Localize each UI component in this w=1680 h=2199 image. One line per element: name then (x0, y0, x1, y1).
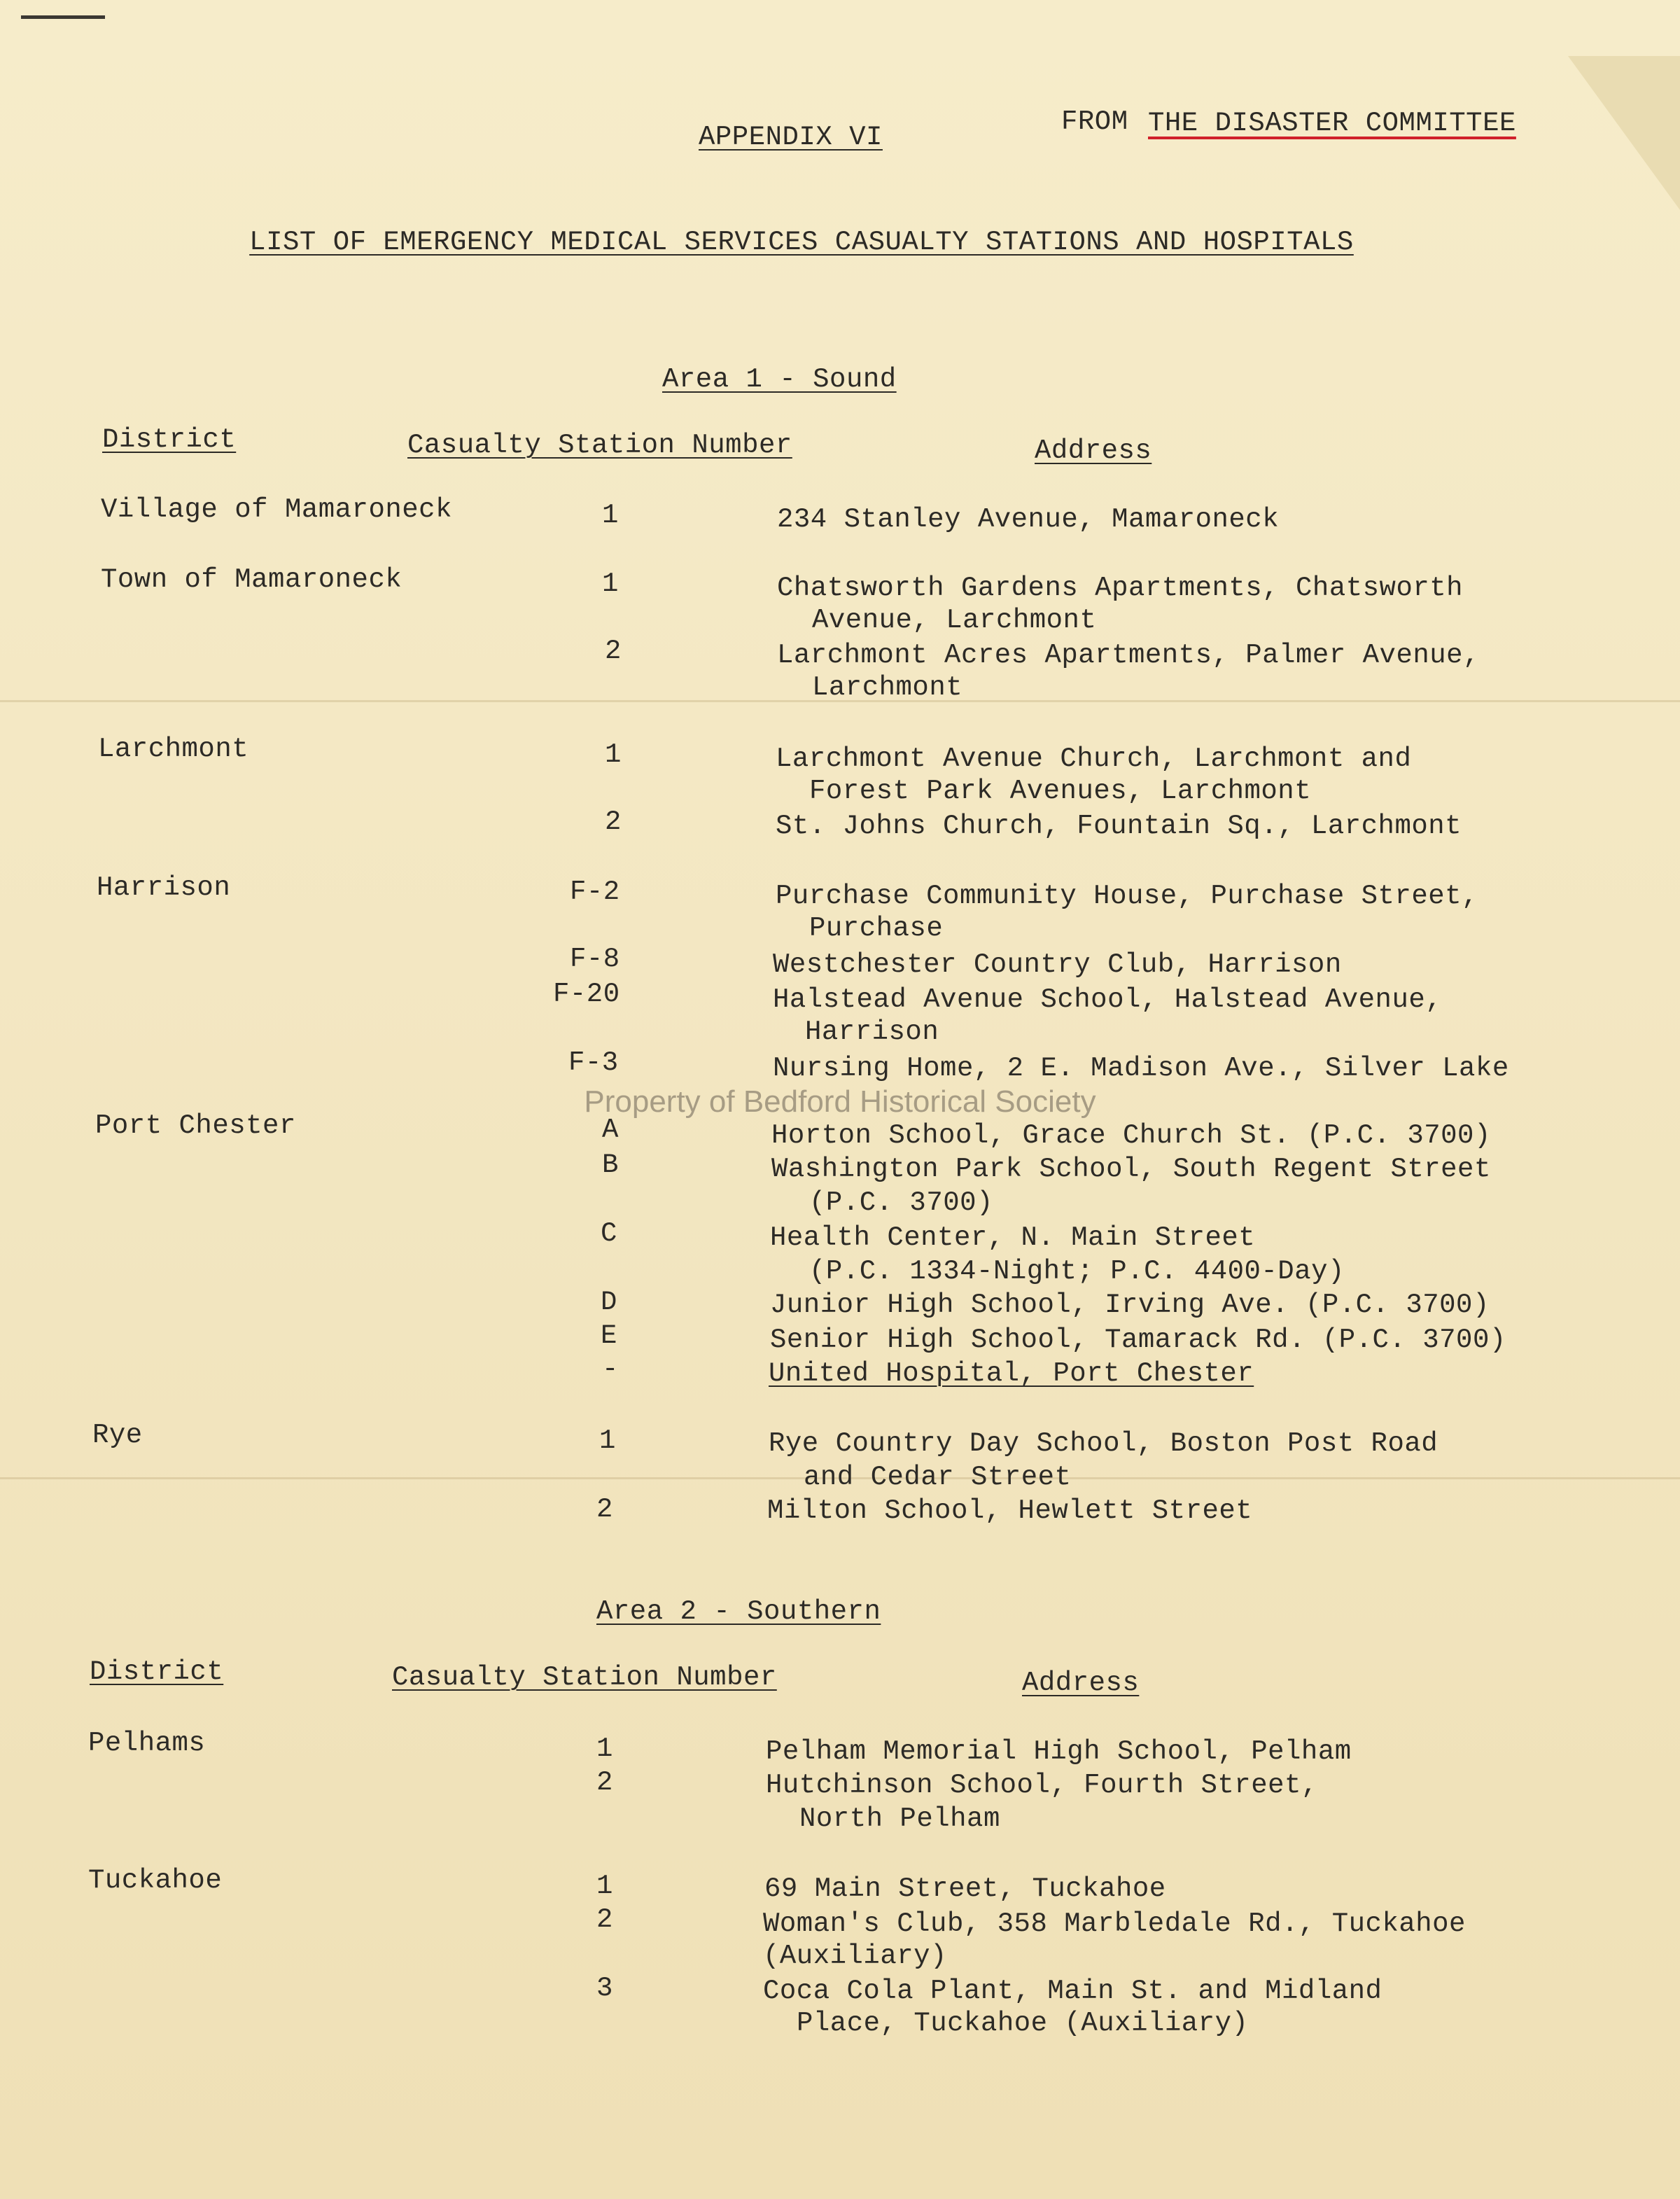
station-address: Woman's Club, 358 Marbledale Rd., Tuckahoe (763, 1908, 1466, 1939)
station-address-cont: (Auxiliary) (763, 1941, 947, 1971)
station-address: Larchmont Acres Apartments, Palmer Avenue, (777, 640, 1480, 671)
station-address: Nursing Home, 2 E. Madison Ave., Silver Lake (773, 1053, 1509, 1084)
station-address: Washington Park School, South Regent Street (771, 1154, 1491, 1185)
from-label: FROM (1061, 106, 1128, 137)
district-label: Village of Mamaroneck (101, 494, 452, 525)
station-number: 1 (596, 1733, 613, 1764)
station-number: 1 (602, 500, 619, 531)
station-number: 2 (596, 1767, 613, 1798)
station-address: St. Johns Church, Fountain Sq., Larchmont (776, 811, 1462, 842)
station-address: Health Center, N. Main Street (770, 1222, 1256, 1253)
folded-corner (1568, 56, 1680, 210)
station-address-cont: Harrison (805, 1017, 939, 1047)
station-number: 2 (596, 1494, 613, 1525)
station-address: 234 Stanley Avenue, Mamaroneck (777, 504, 1280, 535)
station-number: F-3 (568, 1047, 619, 1078)
station-number: D (601, 1287, 617, 1318)
area2-title: Area 2 - Southern (596, 1596, 881, 1627)
station-address-cont: Purchase (809, 913, 944, 944)
station-address: Hutchinson School, Fourth Street, (766, 1770, 1318, 1801)
station-number: 1 (602, 568, 619, 599)
station-address: Rye Country Day School, Boston Post Road (769, 1428, 1438, 1459)
station-number: 2 (596, 1904, 613, 1935)
station-address-cont: Larchmont (812, 672, 963, 703)
area1-col-address: Address (1035, 435, 1152, 466)
station-address: Halstead Avenue School, Halstead Avenue, (773, 984, 1443, 1015)
station-address: Chatsworth Gardens Apartments, Chatsworth (777, 573, 1464, 603)
district-label: Harrison (97, 872, 231, 903)
station-address: Milton School, Hewlett Street (767, 1495, 1253, 1526)
district-label: Rye (92, 1420, 143, 1451)
committee-label: THE DISASTER COMMITTEE (1148, 108, 1516, 139)
station-number: A (602, 1115, 619, 1145)
station-number: 1 (599, 1425, 616, 1456)
station-address-cont: (P.C. 3700) (809, 1187, 993, 1218)
station-address-cont: and Cedar Street (804, 1462, 1072, 1493)
station-number: 1 (605, 739, 622, 770)
station-address: Horton School, Grace Church St. (P.C. 3700) (771, 1120, 1491, 1151)
station-address: Junior High School, Irving Ave. (P.C. 3700) (770, 1290, 1490, 1320)
station-address: Senior High School, Tamarack Rd. (P.C. 3700) (770, 1325, 1506, 1355)
document-title: LIST OF EMERGENCY MEDICAL SERVICES CASUALTY STATIONS AND HOSPITALS (249, 227, 1354, 258)
area2-col-address: Address (1022, 1668, 1140, 1698)
area1-title: Area 1 - Sound (662, 364, 897, 395)
district-label: Town of Mamaroneck (101, 564, 402, 595)
appendix-label: APPENDIX VI (699, 122, 883, 153)
area1-col-station: Casualty Station Number (407, 430, 792, 461)
station-number: 2 (605, 636, 622, 666)
station-address: Coca Cola Plant, Main St. and Midland (763, 1976, 1382, 2006)
station-number: C (601, 1218, 617, 1249)
area1-col-district: District (102, 424, 237, 455)
station-number: - (602, 1354, 619, 1385)
district-label: Pelhams (88, 1728, 206, 1759)
station-address: Westchester Country Club, Harrison (773, 949, 1342, 980)
station-address: Purchase Community House, Purchase Street, (776, 881, 1478, 912)
station-number: 3 (596, 1973, 613, 2004)
station-number: E (601, 1320, 617, 1351)
district-label: Port Chester (95, 1110, 296, 1141)
station-number: F-20 (553, 979, 620, 1010)
station-address: Larchmont Avenue Church, Larchmont and (776, 744, 1412, 774)
station-address-cont: Place, Tuckahoe (Auxiliary) (797, 2008, 1249, 2039)
station-number: 1 (596, 1871, 613, 1901)
district-label: Larchmont (98, 734, 249, 765)
station-number: B (602, 1150, 619, 1180)
pen-mark (21, 15, 105, 19)
district-label: Tuckahoe (88, 1865, 223, 1896)
station-address-cont: North Pelham (799, 1803, 1000, 1834)
station-address: Pelham Memorial High School, Pelham (766, 1736, 1352, 1767)
watermark: Property of Bedford Historical Society (584, 1084, 1096, 1119)
station-address-cont: Avenue, Larchmont (812, 605, 1097, 636)
area2-col-district: District (90, 1656, 224, 1687)
station-number: F-8 (570, 944, 620, 975)
station-address: United Hospital, Port Chester (769, 1358, 1254, 1389)
station-address: 69 Main Street, Tuckahoe (764, 1873, 1166, 1904)
station-number: F-2 (570, 877, 620, 907)
station-address-cont: Forest Park Avenues, Larchmont (809, 776, 1312, 807)
area2-col-station: Casualty Station Number (392, 1662, 777, 1693)
station-address-cont: (P.C. 1334-Night; P.C. 4400-Day) (809, 1256, 1345, 1287)
station-number: 2 (605, 807, 622, 837)
